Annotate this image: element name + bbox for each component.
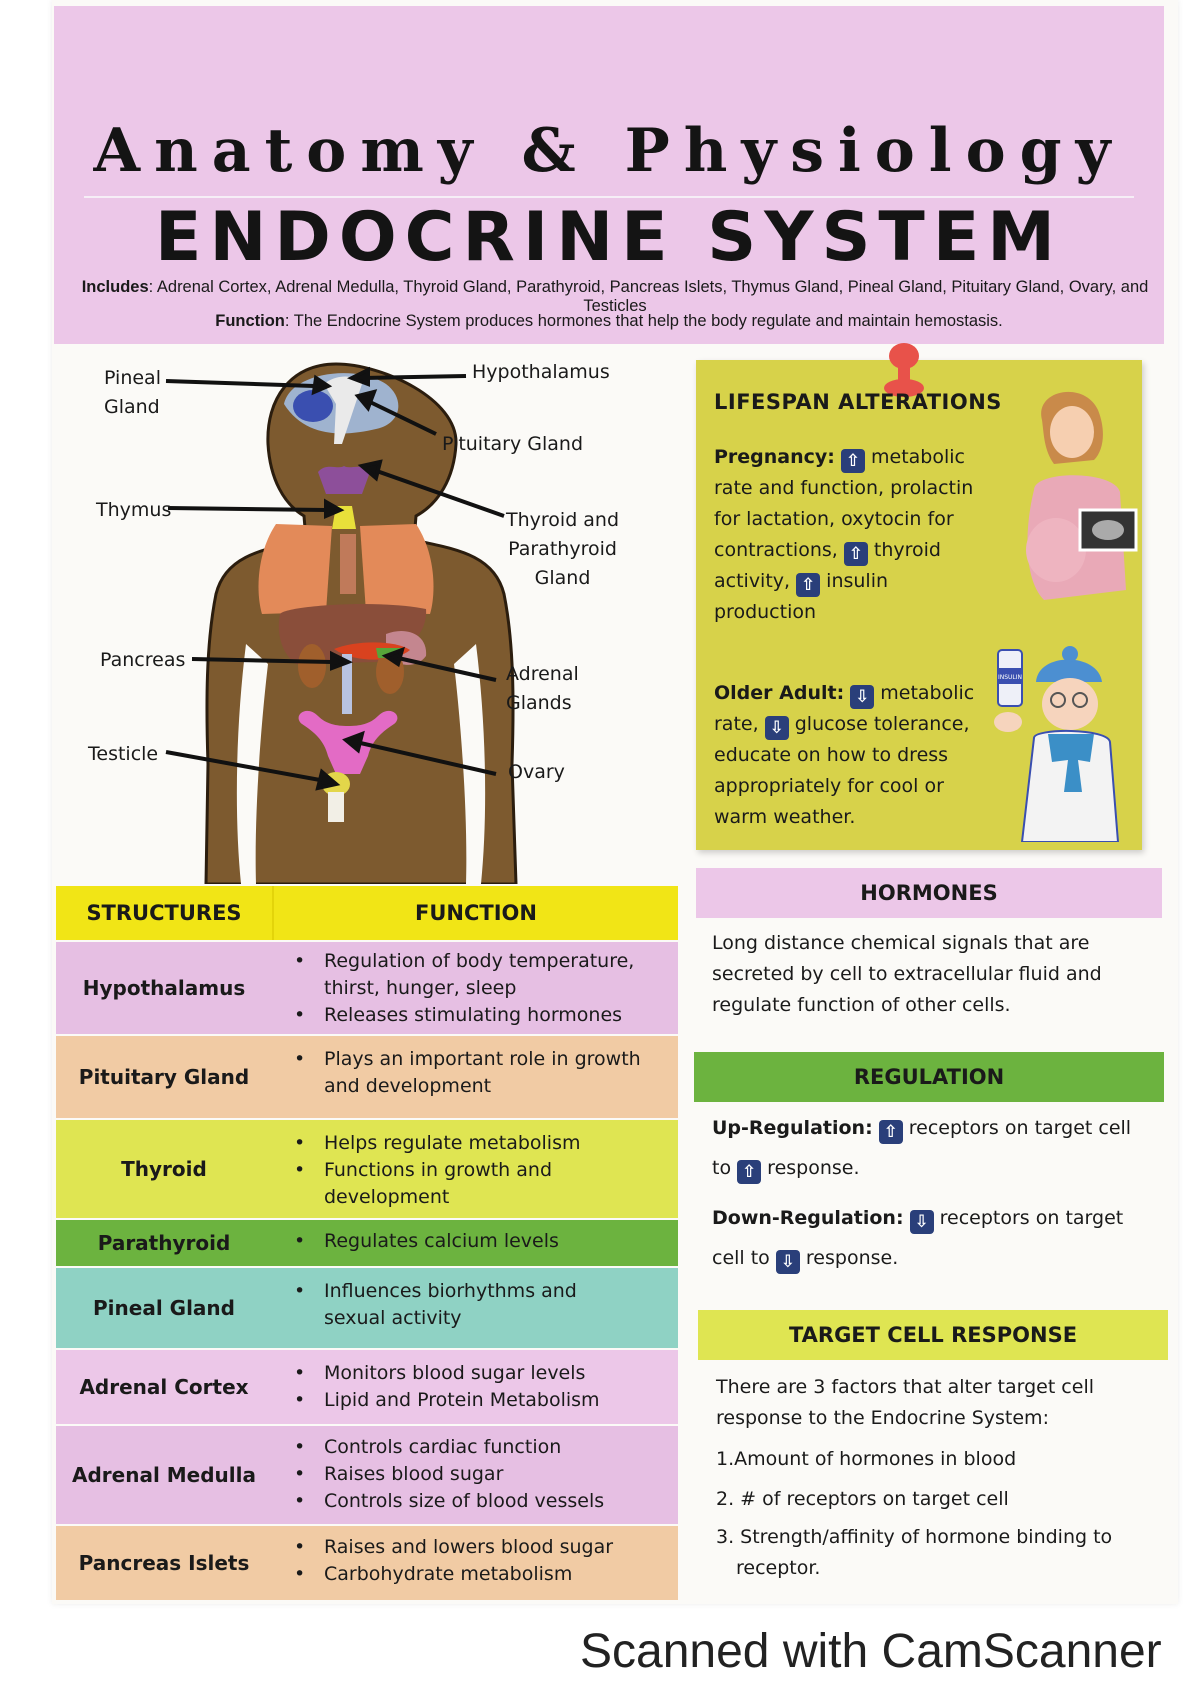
structure-name: Pituitary Gland xyxy=(78,1065,250,1089)
header-banner xyxy=(54,6,1164,344)
target-cell-header: TARGET CELL RESPONSE xyxy=(698,1310,1168,1360)
up-arrow-icon: ⇧ xyxy=(844,542,868,566)
up-regulation-t1: receptors on target cell to xyxy=(712,1117,1132,1179)
body-illustration xyxy=(56,344,676,884)
function-item: • Functions in growth and development xyxy=(324,1157,624,1211)
up-arrow-icon: ⇧ xyxy=(796,573,820,597)
up-regulation-label: Up-Regulation: xyxy=(712,1117,873,1139)
function-item: • Controls cardiac function xyxy=(324,1434,664,1461)
table-row xyxy=(56,1426,678,1524)
structure-name: Adrenal Cortex xyxy=(79,1375,249,1399)
label-pituitary: Pituitary Gland xyxy=(442,433,584,455)
label-adrenal xyxy=(506,660,579,718)
pregnant-woman-illustration xyxy=(994,380,1144,630)
older-t1: metabolic rate, xyxy=(714,682,975,735)
pregnancy-text xyxy=(714,442,982,628)
label-thymus: Thymus xyxy=(96,499,172,521)
table-row xyxy=(56,1220,678,1266)
table-row xyxy=(56,1268,678,1348)
scanner-watermark: Scanned with CamScanner xyxy=(580,1625,1162,1678)
up-regulation-t2: response. xyxy=(767,1157,860,1179)
label-pineal-2: Gland xyxy=(104,396,160,418)
function-list xyxy=(286,1046,676,1100)
table-header xyxy=(56,886,678,940)
function-item: • Raises and lowers blood sugar xyxy=(324,1534,664,1561)
function-list xyxy=(286,1534,664,1588)
title-anatomy-physiology: Anatomy & Physiology xyxy=(93,116,1125,186)
label-ovary: Ovary xyxy=(508,761,565,783)
table-row xyxy=(56,1120,678,1218)
up-regulation-text xyxy=(712,1108,1148,1188)
header-function: FUNCTION xyxy=(415,901,537,925)
target-factor-2: 2. # of receptors on target cell xyxy=(716,1488,1009,1510)
function-list xyxy=(286,1360,664,1414)
function-list xyxy=(286,948,664,1029)
down-regulation-t1: receptors on target cell to xyxy=(712,1207,1124,1269)
down-regulation-text xyxy=(712,1198,1148,1278)
function-item: • Influences biorhythms and sexual activity xyxy=(324,1278,644,1332)
older-t2: glucose tolerance, educate on how to dress appropriately for cool or warm weather. xyxy=(714,713,970,828)
function-list xyxy=(286,1130,624,1211)
title-endocrine-system: ENDOCRINE SYSTEM xyxy=(155,198,1063,277)
function-item: • Monitors blood sugar levels xyxy=(324,1360,664,1387)
includes-text: : Adrenal Cortex, Adrenal Medulla, Thyroid Gland, Parathyroid, Pancreas Islets, Thymus Gland, Pineal Gland, Pituitary Gland, Ovary, and Testicles xyxy=(148,278,1149,315)
function-list xyxy=(286,1228,664,1255)
label-thyroid-3: Gland xyxy=(534,567,591,589)
label-pineal-1: Pineal xyxy=(104,367,161,389)
function-text: : The Endocrine System produces hormones that help the body regulate and maintain hemostasis. xyxy=(284,312,1003,330)
label-thyroid xyxy=(506,506,619,593)
up-arrow-icon: ⇧ xyxy=(737,1160,761,1184)
table-row xyxy=(56,1526,678,1600)
down-arrow-icon: ⇩ xyxy=(850,685,874,709)
label-pancreas: Pancreas xyxy=(100,649,186,671)
up-arrow-icon: ⇧ xyxy=(879,1120,903,1144)
down-regulation-t2: response. xyxy=(805,1247,899,1269)
structure-name: Hypothalamus xyxy=(82,976,246,1000)
hormones-text: Long distance chemical signals that are secreted by cell to extracellular fluid and regulate function of other cells. xyxy=(712,932,1102,1016)
function-line xyxy=(54,312,1164,331)
table-row xyxy=(56,1350,678,1424)
table-row xyxy=(56,1036,678,1118)
body-diagram xyxy=(56,344,676,884)
function-list xyxy=(286,1278,644,1332)
vial-label: INSULIN xyxy=(997,674,1023,681)
label-thyroid-2: Parathyroid xyxy=(508,538,617,560)
label-testicle: Testicle xyxy=(88,743,159,765)
up-arrow-icon: ⇧ xyxy=(841,449,865,473)
function-item: • Carbohydrate metabolism xyxy=(324,1561,664,1588)
label-pineal xyxy=(104,364,161,422)
function-item: • Regulates calcium levels xyxy=(324,1228,664,1255)
function-item: • Controls size of blood vessels xyxy=(324,1488,664,1515)
function-item: • Regulation of body temperature, thirst, hunger, sleep xyxy=(324,948,664,1002)
pregnancy-t1: metabolic rate and function, prolactin for lactation, oxytocin for contractions, xyxy=(714,446,974,561)
older-adult-label: Older Adult: xyxy=(714,682,845,704)
pregnancy-t3: insulin production xyxy=(714,570,889,623)
label-adrenal-1: Adrenal xyxy=(506,663,579,685)
includes-line xyxy=(70,278,1160,316)
down-arrow-icon: ⇩ xyxy=(765,716,789,740)
label-adrenal-2: Glands xyxy=(506,692,572,714)
older-adult-text xyxy=(714,678,982,833)
down-regulation-label: Down-Regulation: xyxy=(712,1207,904,1229)
function-item: • Lipid and Protein Metabolism xyxy=(324,1387,664,1414)
target-factor-1: 1.Amount of hormones in blood xyxy=(716,1448,1017,1470)
hormones-header: HORMONES xyxy=(696,868,1162,918)
label-hypothalamus: Hypothalamus xyxy=(472,361,610,383)
table-row xyxy=(56,942,678,1034)
regulation-header: REGULATION xyxy=(694,1052,1164,1102)
structure-name: Thyroid xyxy=(121,1157,207,1181)
label-thyroid-1: Thyroid and xyxy=(506,509,620,531)
down-arrow-icon: ⇩ xyxy=(910,1210,934,1234)
pregnancy-label: Pregnancy: xyxy=(714,446,835,468)
function-item: • Plays an important role in growth and development xyxy=(324,1046,676,1100)
structure-name: Adrenal Medulla xyxy=(71,1463,256,1487)
lifespan-title: LIFESPAN ALTERATIONS xyxy=(714,390,1002,414)
function-item: • Raises blood sugar xyxy=(324,1461,664,1488)
lifespan-card xyxy=(696,360,1142,850)
structure-name: Pancreas Islets xyxy=(78,1551,250,1575)
target-factor-3: 3. Strength/affinity of hormone binding to receptor. xyxy=(716,1526,1113,1579)
function-item: • Releases stimulating hormones xyxy=(324,1002,664,1029)
function-list xyxy=(286,1434,664,1515)
down-arrow-icon: ⇩ xyxy=(776,1250,800,1274)
function-label: Function xyxy=(215,312,285,330)
header-structures: STRUCTURES xyxy=(56,886,274,940)
pregnancy-t2: thyroid activity, xyxy=(714,539,941,592)
older-adult-illustration xyxy=(978,642,1138,842)
includes-label: Includes xyxy=(81,278,149,296)
target-cell-intro: There are 3 factors that alter target cell response to the Endocrine System: xyxy=(716,1376,1094,1429)
function-item: • Helps regulate metabolism xyxy=(324,1130,624,1157)
structure-name: Parathyroid xyxy=(97,1231,231,1255)
structure-name: Pineal Gland xyxy=(93,1296,235,1320)
